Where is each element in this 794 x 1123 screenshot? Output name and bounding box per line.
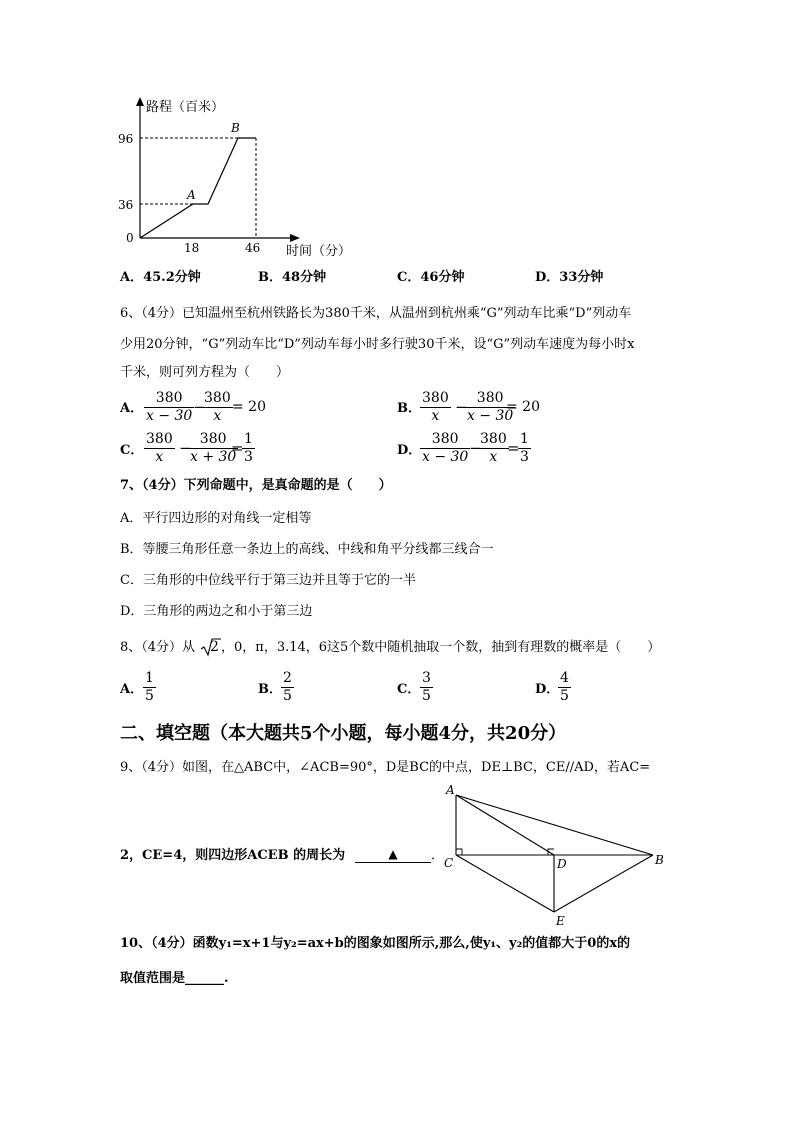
q6-b-d1: x [431,408,440,424]
q6-b-minus: − [455,398,468,416]
q6-a-d1: x − 30 [146,408,193,424]
q6-c-n1: 380 [146,431,173,447]
q6-option-b-label: B． [397,401,421,416]
q6-a-n1: 380 [144,390,194,408]
q6-line2: 少用20分钟，“G”列动车比“D”列动车每小时多行驶30千米，设“G”列动车速度为每小时x [120,337,635,352]
y-tick-36: 36 [118,198,134,212]
q8-option-c-frac [420,670,433,705]
q8-option-a-frac [143,670,156,705]
q7-option-a: A．平行四边形的对角线一定相等 [120,511,312,526]
q8-d-n: 4 [560,670,569,686]
q6-c-rd: 3 [244,449,253,465]
q9-line2: 2，CE=4，则四边形ACEB 的周长为 [120,848,346,863]
q9-answer-blank [355,846,431,863]
q8-sqrt-radicand: 2 [210,639,219,655]
q8-option-b-label: B． [258,682,282,697]
q8-option-c-label: C． [397,682,421,697]
q6-c-rhs-frac [242,431,255,466]
q6-a-frac2 [202,390,233,425]
q6-c-n2: 380 [188,431,238,449]
triangle-marker-icon: ▲ [388,847,398,861]
q6-d-n1: 380 [420,431,470,449]
q8-stem-prefix: 8、（4分）从 [120,640,196,655]
q7-option-d: D．三角形的两边之和小于第三边 [120,604,313,619]
q6-line1: 6、（4分）已知温州至杭州铁路长为380千米，从温州到杭州乘“G”列动车比乘“D”列动车 [120,306,632,321]
q6-a-frac1 [144,390,194,425]
q9-line1: 9、（4分）如图，在△ABC中，∠ACB=90°，D是BC的中点，DE⊥BC，CE//AD，若AC= [120,760,651,775]
label-e: E [556,914,565,928]
label-a: A [446,783,455,797]
q6-d-rd: 3 [520,449,529,465]
seg-ce [456,855,554,912]
q8-option-d-label: D． [535,682,560,697]
q9-geometry-figure [440,780,670,930]
q8-b-n: 2 [283,670,292,686]
y-axis-arrow [136,97,144,106]
q10-line2: 取值范围是______. [120,971,229,986]
q6-line3: 千米，则可列方程为（ ） [120,365,290,380]
q8-a-d: 5 [145,688,154,704]
q6-c-rn: 1 [244,431,253,447]
q5-option-d: D．33分钟 [535,270,604,285]
x-tick-18: 18 [184,241,200,255]
q6-option-d-label: D． [397,443,422,458]
q8-option-d-frac [558,670,571,705]
q6-option-c-label: C． [120,443,144,458]
q6-d-frac1 [420,431,470,466]
q5-option-c: C．46分钟 [397,270,465,285]
q5-option-b: B．48分钟 [258,270,327,285]
q7-option-c: C．三角形的中位线平行于第三边并且等于它的一半 [120,573,416,588]
q6-c-d2: x + 30 [190,449,237,465]
q6-a-n2: 380 [204,390,231,406]
q5-option-a: A．45.2分钟 [120,270,201,285]
q6-d-rhs-frac [518,431,531,466]
x-axis-label: 时间（分） [286,244,352,259]
q6-c-minus: − [179,439,192,457]
q6-a-minus: − [193,398,206,416]
q6-d-d1: x − 30 [422,449,469,465]
section-heading-fill-in: 二、填空题（本大题共5个小题，每小题4分，共20分） [120,723,567,744]
point-b-label: B [231,121,240,135]
q6-d-rn: 1 [520,431,529,447]
label-b: B [655,853,664,867]
q6-c-frac1 [144,431,175,466]
q6-d-equals: = [507,439,520,457]
q8-d-d: 5 [560,688,569,704]
q6-b-n2: 380 [465,390,515,408]
y-tick-0: 0 [126,231,134,245]
label-c: C [444,856,454,870]
point-a-label: A [187,188,196,202]
q6-c-equals: = [231,439,244,457]
q10-line1: 10、（4分）函数y₁=x+1与y₂=ax+b的图象如图所示,那么,使y₁、y₂的值都大于0的x的 [120,936,631,951]
q8-c-n: 3 [422,670,431,686]
q6-d-d2: x [489,449,498,465]
q6-b-rhs: = 20 [506,399,540,415]
label-d: D [557,857,567,871]
q8-c-d: 5 [422,688,431,704]
route-line [140,138,256,238]
q8-b-d: 5 [283,688,292,704]
q6-d-minus: − [469,439,482,457]
q6-d-frac2 [478,431,509,466]
seg-ab [456,795,653,855]
q6-b-n1: 380 [422,390,449,406]
seg-ad [456,795,554,855]
q8-a-n: 1 [145,670,154,686]
q6-option-a-label: A． [120,401,144,416]
distance-time-graph [110,95,370,265]
y-axis-label: 路程（百米） [146,100,225,115]
right-angle-c [456,849,462,855]
q6-a-d2: x [213,408,222,424]
x-axis-arrow [290,234,300,242]
q8-option-b-frac [281,670,294,705]
q8-stem-suffix: ，0，π，3.14，6这5个数中随机抽取一个数，抽到有理数的概率是（ ） [221,640,661,655]
q7-stem: 7、（4分）下列命题中，是真命题的是（ ） [120,478,392,493]
q6-b-d2: x − 30 [467,408,514,424]
q6-c-d1: x [155,449,164,465]
q8-option-a-label: A． [120,682,144,697]
q6-d-n2: 380 [480,431,507,447]
x-tick-46: 46 [245,241,261,255]
q6-a-rhs: = 20 [232,399,266,415]
seg-eb [554,855,653,912]
q6-b-frac1 [420,390,451,425]
q7-option-b: B．等腰三角形任意一条边上的高线、中线和角平分线都三线合一 [120,542,494,557]
q9-period: ． [431,848,445,863]
y-tick-96: 96 [118,132,134,146]
